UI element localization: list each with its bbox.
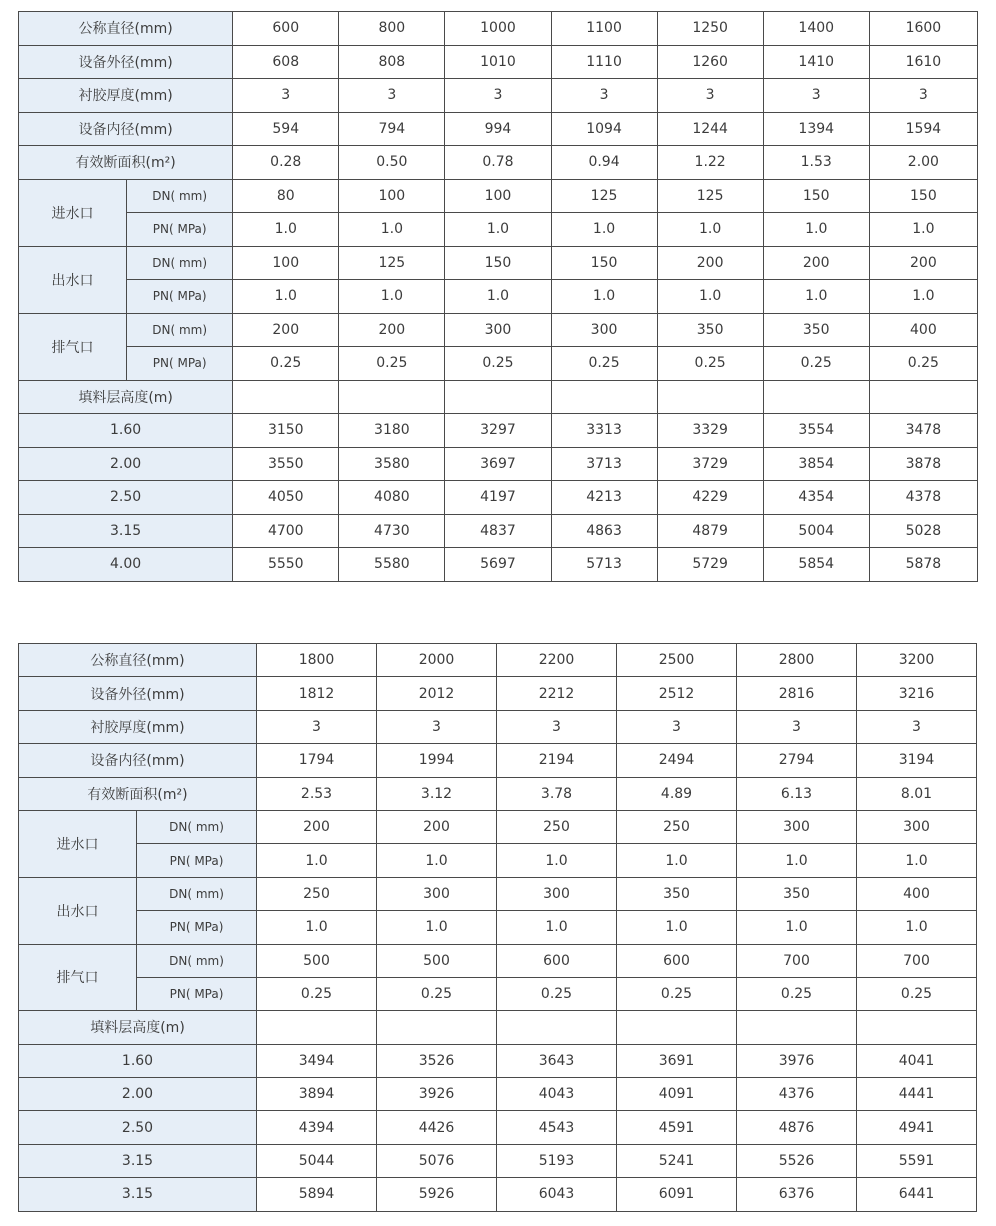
- value-cell: 1394: [763, 112, 869, 146]
- value-cell: 250: [257, 877, 377, 910]
- value-cell: 3: [497, 710, 617, 743]
- value-cell: 1.0: [857, 911, 977, 944]
- value-cell: 594: [233, 112, 339, 146]
- value-cell: 600: [617, 944, 737, 977]
- dn-label: DN( mm): [127, 179, 233, 213]
- value-cell: 0.25: [737, 977, 857, 1010]
- value-cell: 2.53: [257, 777, 377, 810]
- table-row: [19, 844, 977, 877]
- table-row: [19, 280, 978, 314]
- value-cell: 250: [617, 810, 737, 843]
- value-cell: 300: [857, 810, 977, 843]
- value-cell: 1.0: [551, 213, 657, 247]
- port-label: 排气口: [19, 313, 127, 380]
- empty-cell: [339, 380, 445, 414]
- value-cell: 3854: [763, 447, 869, 481]
- value-cell: 300: [445, 313, 551, 347]
- port-label: 进水口: [19, 810, 137, 877]
- table-row: [19, 677, 977, 710]
- dn-label: DN( mm): [127, 246, 233, 280]
- port-label: 出水口: [19, 877, 137, 944]
- value-cell: 4197: [445, 481, 551, 515]
- value-cell: 8.01: [857, 777, 977, 810]
- row-label: 设备外径(mm): [19, 45, 233, 79]
- value-cell: 400: [857, 877, 977, 910]
- value-cell: 6441: [857, 1178, 977, 1211]
- value-cell: 1.0: [233, 280, 339, 314]
- value-cell: 1.0: [497, 844, 617, 877]
- value-cell: 125: [551, 179, 657, 213]
- value-cell: 608: [233, 45, 339, 79]
- empty-cell: [377, 1011, 497, 1044]
- table-row: [19, 944, 977, 977]
- value-cell: 300: [377, 877, 497, 910]
- value-cell: 1.0: [657, 280, 763, 314]
- value-cell: 4941: [857, 1111, 977, 1144]
- value-cell: 300: [737, 810, 857, 843]
- pn-label: PN( MPa): [127, 280, 233, 314]
- value-cell: 150: [551, 246, 657, 280]
- value-cell: 200: [233, 313, 339, 347]
- value-cell: 4426: [377, 1111, 497, 1144]
- value-cell: 600: [233, 12, 339, 46]
- table-row: [19, 179, 978, 213]
- empty-cell: [763, 380, 869, 414]
- value-cell: 5193: [497, 1144, 617, 1177]
- value-cell: 4591: [617, 1111, 737, 1144]
- table-row: [19, 911, 977, 944]
- value-cell: 4441: [857, 1078, 977, 1111]
- value-cell: 5044: [257, 1144, 377, 1177]
- value-cell: 5729: [657, 548, 763, 582]
- table-row: [19, 810, 977, 843]
- value-cell: 4876: [737, 1111, 857, 1144]
- empty-cell: [233, 380, 339, 414]
- value-cell: 3691: [617, 1044, 737, 1077]
- value-cell: 80: [233, 179, 339, 213]
- value-cell: 3697: [445, 447, 551, 481]
- value-cell: 3878: [869, 447, 977, 481]
- value-cell: 2000: [377, 644, 497, 677]
- value-cell: 1.0: [445, 280, 551, 314]
- value-cell: 150: [869, 179, 977, 213]
- fill-height-label: 填料层高度(m): [19, 380, 233, 414]
- spec-table-1-body: [19, 12, 978, 582]
- value-cell: 0.25: [617, 977, 737, 1010]
- table-row: [19, 414, 978, 448]
- spec-table-2-body: [19, 644, 977, 1212]
- value-cell: 3: [657, 79, 763, 113]
- table-row: [19, 514, 978, 548]
- value-cell: 3926: [377, 1078, 497, 1111]
- fill-height-header-row: [19, 1011, 977, 1044]
- table-row: [19, 213, 978, 247]
- value-cell: 5854: [763, 548, 869, 582]
- value-cell: 1000: [445, 12, 551, 46]
- height-label: 2.00: [19, 1078, 257, 1111]
- dn-label: DN( mm): [127, 313, 233, 347]
- value-cell: 3297: [445, 414, 551, 448]
- value-cell: 3894: [257, 1078, 377, 1111]
- value-cell: 4080: [339, 481, 445, 515]
- value-cell: 0.25: [763, 347, 869, 381]
- value-cell: 2500: [617, 644, 737, 677]
- value-cell: 200: [657, 246, 763, 280]
- value-cell: 1.53: [763, 146, 869, 180]
- value-cell: 1600: [869, 12, 977, 46]
- height-label: 2.50: [19, 481, 233, 515]
- value-cell: 600: [497, 944, 617, 977]
- table-row: [19, 877, 977, 910]
- value-cell: 1100: [551, 12, 657, 46]
- value-cell: 1.0: [233, 213, 339, 247]
- value-cell: 3.78: [497, 777, 617, 810]
- value-cell: 3.12: [377, 777, 497, 810]
- value-cell: 500: [257, 944, 377, 977]
- value-cell: 5526: [737, 1144, 857, 1177]
- table-row: [19, 1044, 977, 1077]
- value-cell: 6.13: [737, 777, 857, 810]
- table-row: [19, 548, 978, 582]
- value-cell: 100: [233, 246, 339, 280]
- value-cell: 1.0: [763, 280, 869, 314]
- value-cell: 1410: [763, 45, 869, 79]
- value-cell: 2512: [617, 677, 737, 710]
- value-cell: 4376: [737, 1078, 857, 1111]
- port-label: 出水口: [19, 246, 127, 313]
- empty-cell: [737, 1011, 857, 1044]
- value-cell: 3: [869, 79, 977, 113]
- value-cell: 1.0: [857, 844, 977, 877]
- table-row: [19, 347, 978, 381]
- table-row: [19, 777, 977, 810]
- value-cell: 0.78: [445, 146, 551, 180]
- value-cell: 1.0: [869, 280, 977, 314]
- row-label: 公称直径(mm): [19, 12, 233, 46]
- value-cell: 3313: [551, 414, 657, 448]
- value-cell: 1800: [257, 644, 377, 677]
- value-cell: 0.25: [657, 347, 763, 381]
- value-cell: 5004: [763, 514, 869, 548]
- value-cell: 4394: [257, 1111, 377, 1144]
- value-cell: 800: [339, 12, 445, 46]
- value-cell: 0.50: [339, 146, 445, 180]
- pn-label: PN( MPa): [127, 347, 233, 381]
- value-cell: 2.00: [869, 146, 977, 180]
- value-cell: 3: [257, 710, 377, 743]
- empty-cell: [657, 380, 763, 414]
- table-row: [19, 146, 978, 180]
- table-row: [19, 447, 978, 481]
- height-label: 2.50: [19, 1111, 257, 1144]
- value-cell: 5550: [233, 548, 339, 582]
- table-row: [19, 1111, 977, 1144]
- empty-cell: [445, 380, 551, 414]
- value-cell: 2794: [737, 744, 857, 777]
- value-cell: 700: [737, 944, 857, 977]
- value-cell: 1.0: [497, 911, 617, 944]
- fill-height-label: 填料层高度(m): [19, 1011, 257, 1044]
- value-cell: 0.25: [257, 977, 377, 1010]
- value-cell: 5894: [257, 1178, 377, 1211]
- value-cell: 1400: [763, 12, 869, 46]
- table-row: [19, 313, 978, 347]
- value-cell: 400: [869, 313, 977, 347]
- row-label: 有效断面积(m²): [19, 146, 233, 180]
- value-cell: 1.0: [445, 213, 551, 247]
- value-cell: 3554: [763, 414, 869, 448]
- value-cell: 100: [445, 179, 551, 213]
- value-cell: 1.0: [339, 280, 445, 314]
- value-cell: 1094: [551, 112, 657, 146]
- empty-cell: [857, 1011, 977, 1044]
- value-cell: 4378: [869, 481, 977, 515]
- value-cell: 3: [617, 710, 737, 743]
- value-cell: 3494: [257, 1044, 377, 1077]
- value-cell: 3180: [339, 414, 445, 448]
- table-row: [19, 1078, 977, 1111]
- value-cell: 100: [339, 179, 445, 213]
- value-cell: 5713: [551, 548, 657, 582]
- value-cell: 200: [869, 246, 977, 280]
- value-cell: 1.0: [737, 911, 857, 944]
- pn-label: PN( MPa): [137, 977, 257, 1010]
- value-cell: 3713: [551, 447, 657, 481]
- value-cell: 3200: [857, 644, 977, 677]
- value-cell: 1994: [377, 744, 497, 777]
- value-cell: 700: [857, 944, 977, 977]
- table-row: [19, 644, 977, 677]
- value-cell: 5878: [869, 548, 977, 582]
- value-cell: 3976: [737, 1044, 857, 1077]
- value-cell: 300: [551, 313, 657, 347]
- value-cell: 1594: [869, 112, 977, 146]
- fill-height-header-row: [19, 380, 978, 414]
- value-cell: 4354: [763, 481, 869, 515]
- value-cell: 350: [617, 877, 737, 910]
- value-cell: 1.0: [339, 213, 445, 247]
- table-row: [19, 481, 978, 515]
- value-cell: 0.25: [445, 347, 551, 381]
- value-cell: 1794: [257, 744, 377, 777]
- value-cell: 0.25: [551, 347, 657, 381]
- height-label: 1.60: [19, 1044, 257, 1077]
- value-cell: 1110: [551, 45, 657, 79]
- value-cell: 3729: [657, 447, 763, 481]
- empty-cell: [617, 1011, 737, 1044]
- table-row: [19, 12, 978, 46]
- empty-cell: [551, 380, 657, 414]
- value-cell: 1.0: [257, 844, 377, 877]
- value-cell: 150: [445, 246, 551, 280]
- value-cell: 3: [233, 79, 339, 113]
- value-cell: 4543: [497, 1111, 617, 1144]
- value-cell: 250: [497, 810, 617, 843]
- value-cell: 125: [339, 246, 445, 280]
- value-cell: 3150: [233, 414, 339, 448]
- value-cell: 5028: [869, 514, 977, 548]
- value-cell: 200: [763, 246, 869, 280]
- value-cell: 3216: [857, 677, 977, 710]
- empty-cell: [497, 1011, 617, 1044]
- value-cell: 500: [377, 944, 497, 977]
- value-cell: 4863: [551, 514, 657, 548]
- value-cell: 4700: [233, 514, 339, 548]
- value-cell: 1250: [657, 12, 763, 46]
- value-cell: 0.25: [869, 347, 977, 381]
- value-cell: 5241: [617, 1144, 737, 1177]
- value-cell: 350: [657, 313, 763, 347]
- value-cell: 1.22: [657, 146, 763, 180]
- value-cell: 4213: [551, 481, 657, 515]
- value-cell: 4837: [445, 514, 551, 548]
- value-cell: 5580: [339, 548, 445, 582]
- table-row: [19, 79, 978, 113]
- value-cell: 200: [257, 810, 377, 843]
- height-label: 3.15: [19, 1178, 257, 1211]
- value-cell: 1.0: [617, 844, 737, 877]
- value-cell: 150: [763, 179, 869, 213]
- row-label: 衬胶厚度(mm): [19, 710, 257, 743]
- value-cell: 1.0: [763, 213, 869, 247]
- value-cell: 0.25: [339, 347, 445, 381]
- value-cell: 808: [339, 45, 445, 79]
- value-cell: 1.0: [869, 213, 977, 247]
- value-cell: 6091: [617, 1178, 737, 1211]
- value-cell: 0.94: [551, 146, 657, 180]
- value-cell: 3: [737, 710, 857, 743]
- value-cell: 4091: [617, 1078, 737, 1111]
- value-cell: 1.0: [737, 844, 857, 877]
- value-cell: 4043: [497, 1078, 617, 1111]
- value-cell: 4050: [233, 481, 339, 515]
- value-cell: 1.0: [377, 844, 497, 877]
- pn-label: PN( MPa): [137, 844, 257, 877]
- dn-label: DN( mm): [137, 877, 257, 910]
- value-cell: 0.25: [377, 977, 497, 1010]
- value-cell: 3329: [657, 414, 763, 448]
- value-cell: 2494: [617, 744, 737, 777]
- dn-label: DN( mm): [137, 810, 257, 843]
- value-cell: 350: [737, 877, 857, 910]
- port-label: 进水口: [19, 179, 127, 246]
- empty-cell: [869, 380, 977, 414]
- value-cell: 3: [551, 79, 657, 113]
- table-row: [19, 977, 977, 1010]
- value-cell: 1610: [869, 45, 977, 79]
- value-cell: 994: [445, 112, 551, 146]
- value-cell: 1244: [657, 112, 763, 146]
- value-cell: 3526: [377, 1044, 497, 1077]
- value-cell: 3478: [869, 414, 977, 448]
- value-cell: 3: [857, 710, 977, 743]
- value-cell: 6376: [737, 1178, 857, 1211]
- value-cell: 1.0: [257, 911, 377, 944]
- pn-label: PN( MPa): [127, 213, 233, 247]
- value-cell: 200: [339, 313, 445, 347]
- row-label: 设备内径(mm): [19, 744, 257, 777]
- value-cell: 3194: [857, 744, 977, 777]
- value-cell: 5697: [445, 548, 551, 582]
- spec-table-1: [18, 11, 978, 582]
- value-cell: 3550: [233, 447, 339, 481]
- value-cell: 5591: [857, 1144, 977, 1177]
- table-row: [19, 45, 978, 79]
- value-cell: 3: [445, 79, 551, 113]
- value-cell: 1.0: [617, 911, 737, 944]
- value-cell: 2012: [377, 677, 497, 710]
- empty-cell: [257, 1011, 377, 1044]
- row-label: 设备外径(mm): [19, 677, 257, 710]
- height-label: 3.15: [19, 1144, 257, 1177]
- value-cell: 1260: [657, 45, 763, 79]
- value-cell: 1.0: [657, 213, 763, 247]
- spec-table-2: [18, 643, 977, 1212]
- table-row: [19, 744, 977, 777]
- height-label: 1.60: [19, 414, 233, 448]
- row-label: 公称直径(mm): [19, 644, 257, 677]
- table-row: [19, 710, 977, 743]
- dn-label: DN( mm): [137, 944, 257, 977]
- value-cell: 4041: [857, 1044, 977, 1077]
- value-cell: 2816: [737, 677, 857, 710]
- value-cell: 200: [377, 810, 497, 843]
- value-cell: 3: [377, 710, 497, 743]
- value-cell: 1812: [257, 677, 377, 710]
- value-cell: 3643: [497, 1044, 617, 1077]
- value-cell: 6043: [497, 1178, 617, 1211]
- value-cell: 3: [763, 79, 869, 113]
- value-cell: 2194: [497, 744, 617, 777]
- row-label: 有效断面积(m²): [19, 777, 257, 810]
- row-label: 衬胶厚度(mm): [19, 79, 233, 113]
- row-label: 设备内径(mm): [19, 112, 233, 146]
- value-cell: 3580: [339, 447, 445, 481]
- port-label: 排气口: [19, 944, 137, 1011]
- value-cell: 1.0: [551, 280, 657, 314]
- value-cell: 4879: [657, 514, 763, 548]
- value-cell: 2200: [497, 644, 617, 677]
- value-cell: 5076: [377, 1144, 497, 1177]
- value-cell: 4730: [339, 514, 445, 548]
- table-row: [19, 1144, 977, 1177]
- table-row: [19, 1178, 977, 1211]
- value-cell: 0.25: [497, 977, 617, 1010]
- table-row: [19, 246, 978, 280]
- value-cell: 4.89: [617, 777, 737, 810]
- value-cell: 125: [657, 179, 763, 213]
- height-label: 3.15: [19, 514, 233, 548]
- value-cell: 1.0: [377, 911, 497, 944]
- value-cell: 0.28: [233, 146, 339, 180]
- value-cell: 3: [339, 79, 445, 113]
- pn-label: PN( MPa): [137, 911, 257, 944]
- value-cell: 0.25: [857, 977, 977, 1010]
- value-cell: 300: [497, 877, 617, 910]
- value-cell: 350: [763, 313, 869, 347]
- value-cell: 4229: [657, 481, 763, 515]
- value-cell: 794: [339, 112, 445, 146]
- value-cell: 1010: [445, 45, 551, 79]
- table-row: [19, 112, 978, 146]
- value-cell: 2800: [737, 644, 857, 677]
- value-cell: 5926: [377, 1178, 497, 1211]
- value-cell: 2212: [497, 677, 617, 710]
- height-label: 4.00: [19, 548, 233, 582]
- value-cell: 0.25: [233, 347, 339, 381]
- height-label: 2.00: [19, 447, 233, 481]
